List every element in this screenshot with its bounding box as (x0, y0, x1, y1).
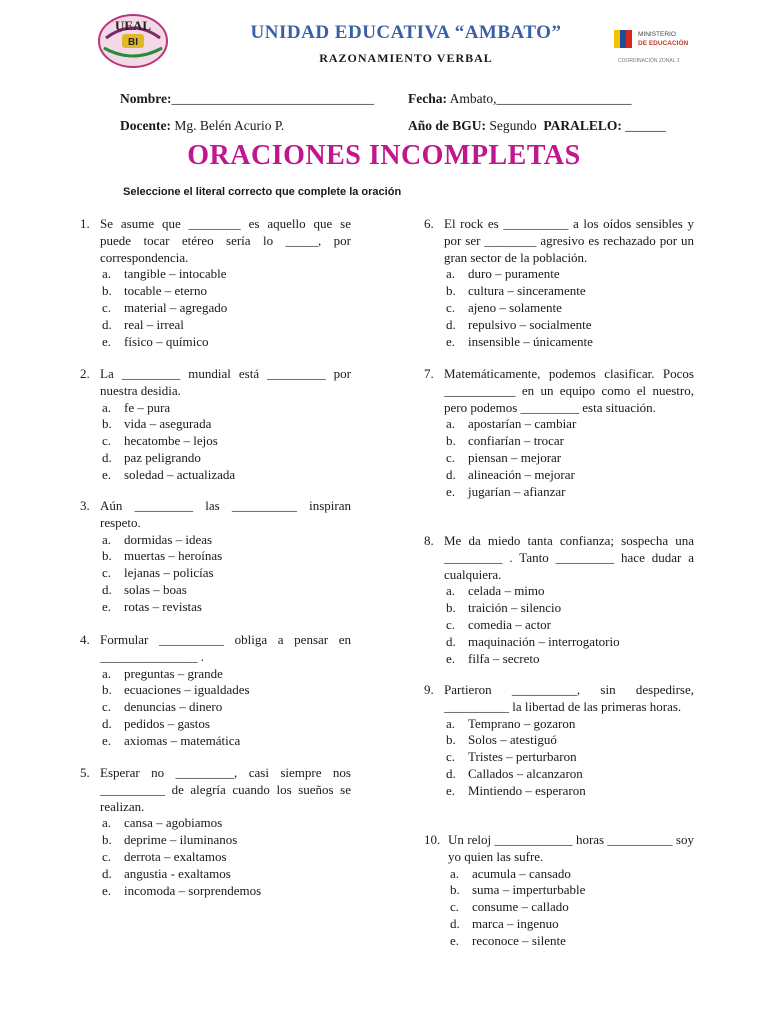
nombre-blank: ______________________________ (171, 91, 374, 106)
ministry-line2: DE EDUCACIÓN (638, 40, 689, 47)
question-stem: Esperar no _________, casi siempre nos __________ de alegría cuando los sueños se realizan. (100, 765, 351, 814)
question-stem: Formular __________ obliga a pensar en _______________ . (100, 632, 351, 664)
anio-label: Año de BGU: (408, 118, 487, 133)
option: b. Solos – atestiguó (446, 732, 557, 748)
question-stem: Me da miedo tanta confianza; sospecha una _________ . Tanto _________ hace dudar a cualquiera. (444, 533, 694, 582)
question-number: 5. (80, 765, 90, 780)
option: c. comedia – actor (446, 616, 552, 632)
question-1 (80, 216, 351, 350)
paralelo-blank: ______ (625, 118, 666, 133)
school-logo (96, 8, 170, 70)
option: a. preguntas – grande (102, 665, 223, 681)
school-name: UNIDAD EDUCATIVA “AMBATO” (250, 22, 562, 43)
option: a. dormidas – ideas (102, 531, 213, 547)
option: c. Tristes – perturbaron (446, 749, 577, 765)
question-number: 10. (424, 832, 441, 847)
option: b. muertas – heroínas (102, 548, 223, 564)
question-9 (424, 682, 694, 800)
ministry-line3: COORDINACIÓN ZONAL 3 (618, 58, 680, 64)
anio-value: Segundo (489, 118, 537, 133)
option: e. físico – químico (102, 333, 209, 349)
option: a. tangible – intocable (102, 266, 227, 282)
question-stem: Un reloj ____________ horas __________ soy yo quien las sufre. (448, 832, 694, 864)
docente-field (120, 118, 284, 134)
question-2 (80, 366, 351, 484)
option: d. maquinación – interrogatorio (446, 633, 620, 649)
fecha-field (408, 91, 632, 107)
option: d. angustia - exaltamos (102, 865, 231, 881)
option: e. rotas – revistas (102, 598, 202, 614)
option: b. traición – silencio (446, 600, 562, 616)
question-5 (80, 765, 351, 899)
option: b. tocable – eterno (102, 283, 208, 299)
option: b. cultura – sinceramente (446, 283, 586, 299)
option: e. Mintiendo – esperaron (446, 782, 586, 798)
paralelo-label: PARALELO: (543, 118, 622, 133)
option: b. deprime – iluminanos (102, 832, 238, 848)
question-number: 2. (80, 366, 90, 381)
fecha-value: Ambato,____________________ (449, 91, 632, 106)
option: a. apostarían – cambiar (446, 416, 577, 432)
question-number: 6. (424, 216, 434, 231)
anio-field (408, 118, 666, 134)
docente-value: Mg. Belén Acurio P. (174, 118, 285, 133)
question-4 (80, 632, 351, 750)
option: c. material – agregado (102, 299, 228, 315)
option: a. fe – pura (102, 399, 171, 415)
option: a. cansa – agobiamos (102, 815, 223, 831)
question-8 (424, 533, 694, 667)
option: c. hecatombe – lejos (102, 433, 218, 449)
option: e. filfa – secreto (446, 650, 540, 666)
option: d. solas – boas (102, 581, 187, 597)
option: d. real – irreal (102, 316, 184, 332)
option: a. celada – mimo (446, 583, 545, 599)
question-stem: Matemáticamente, podemos clasificar. Pocos ___________ en un equipo como el nuestro, pero podemos _________ esta situación. (444, 366, 694, 415)
option: b. vida – asegurada (102, 416, 212, 432)
logo-text: UEAL (114, 18, 152, 33)
page-title: ORACIONES INCOMPLETAS (187, 140, 581, 171)
question-stem: Partieron __________, sin despedirse, __________ la libertad de las primeras horas. (444, 682, 694, 714)
option: d. alineación – mejorar (446, 466, 575, 482)
question-number: 9. (424, 682, 434, 697)
question-3 (80, 498, 351, 616)
ministry-line1: MINISTERIO (638, 31, 676, 38)
option: c. ajeno – solamente (446, 299, 562, 315)
option: c. consume – callado (450, 899, 569, 915)
option: d. paz peligrando (102, 449, 201, 465)
docente-label: Docente: (120, 118, 171, 133)
question-7 (424, 366, 694, 500)
logo-badge: BI (128, 37, 138, 48)
option: a. duro – puramente (446, 266, 560, 282)
nombre-label: Nombre: (120, 91, 172, 106)
option: e. jugarían – afianzar (446, 483, 566, 499)
option: b. confiarían – trocar (446, 433, 565, 449)
option: d. repulsivo – socialmente (446, 316, 592, 332)
option: a. Temprano – gozaron (446, 715, 576, 731)
question-stem: El rock es __________ a los oídos sensibles y por ser ________ agresivo es rechazado por un gran sector de la población. (444, 216, 694, 265)
subject-title: RAZONAMIENTO VERBAL (319, 51, 493, 65)
option: d. marca – ingenuo (450, 915, 559, 931)
question-6 (424, 216, 694, 350)
option: e. incomoda – sorprendemos (102, 882, 262, 898)
nombre-field (120, 91, 374, 107)
question-stem: Se asume que ________ es aquello que se puede tocar etéreo sería lo _____, por correspondencia. (100, 216, 351, 265)
question-stem: La _________ mundial está _________ por nuestra desidia. (100, 366, 351, 398)
question-number: 8. (424, 533, 434, 548)
option: d. Callados – alcanzaron (446, 765, 583, 781)
fecha-label: Fecha: (408, 91, 447, 106)
option: e. insensible – únicamente (446, 333, 593, 349)
question-number: 1. (80, 216, 90, 231)
option: c. lejanas – policías (102, 565, 214, 581)
option: e. soledad – actualizada (102, 466, 236, 482)
option: b. ecuaciones – igualdades (102, 682, 250, 698)
question-number: 7. (424, 366, 434, 381)
option: c. denuncias – dinero (102, 699, 223, 715)
option: b. suma – imperturbable (450, 882, 586, 898)
question-number: 4. (80, 632, 90, 647)
question-stem: Aún _________ las __________ inspiran respeto. (100, 498, 351, 530)
option: a. acumula – cansado (450, 865, 571, 881)
option: e. axiomas – matemática (102, 732, 241, 748)
instructions: Seleccione el literal correcto que complete la oración (123, 186, 402, 198)
ministry-logo (612, 26, 708, 68)
option: c. derrota – exaltamos (102, 848, 227, 864)
option: d. pedidos – gastos (102, 715, 210, 731)
option: c. piensan – mejorar (446, 449, 562, 465)
question-10 (424, 832, 694, 950)
option: e. reconoce – silente (450, 932, 566, 948)
question-number: 3. (80, 498, 90, 513)
